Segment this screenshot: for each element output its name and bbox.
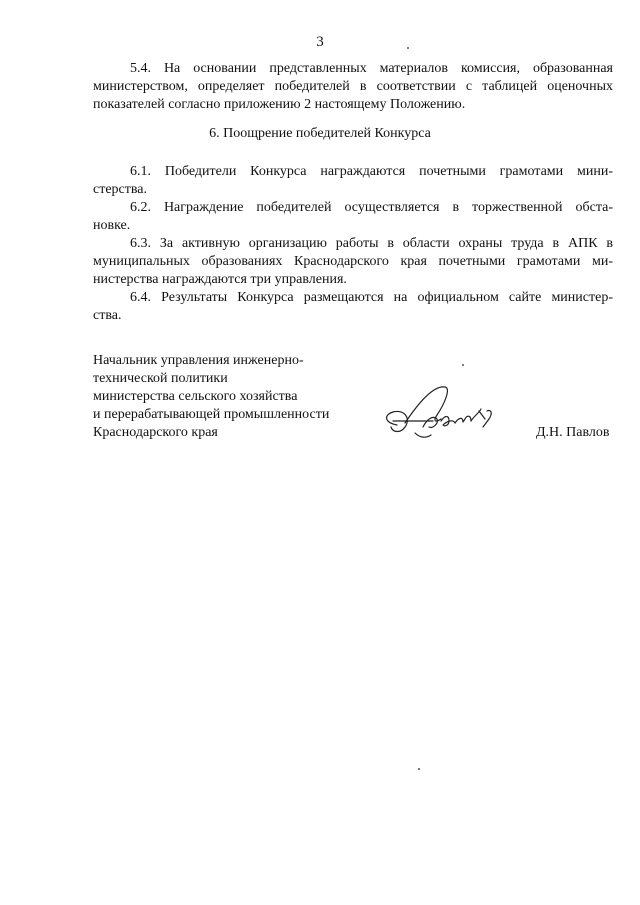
signatory-position-line-5: Краснодарского края	[93, 425, 218, 440]
section-6-heading: 6. Поощрение победителей Конкурса	[209, 126, 431, 141]
handwritten-signature	[375, 375, 505, 455]
signatory-position-line-2: технической политики	[93, 371, 228, 386]
paragraph-5-4-line-1: 5.4. На основании представленных материалов комиссия, образованная	[130, 61, 613, 76]
scan-speck	[462, 364, 464, 366]
scan-speck	[418, 768, 420, 770]
paragraph-6-1-line-2: стерства.	[93, 182, 148, 197]
paragraph-6-3-line-2: муниципальных образованиях Краснодарского края почетными грамотами ми-	[93, 254, 613, 269]
paragraph-6-2-line-1: 6.2. Награждение победителей осуществляется в торжественной обста-	[130, 200, 613, 215]
signatory-position-line-3: министерства сельского хозяйства	[93, 389, 298, 404]
paragraph-6-3-line-3: нистерства награждаются три управления.	[93, 272, 347, 287]
signer-name: Д.Н. Павлов	[536, 425, 610, 440]
paragraph-6-4-line-2: ства.	[93, 308, 122, 323]
page-number: 3	[316, 34, 324, 50]
paragraph-6-4-line-1: 6.4. Результаты Конкурса размещаются на официальном сайте министер-	[130, 290, 613, 305]
signatory-position-line-4: и перерабатывающей промышленности	[93, 407, 330, 422]
paragraph-5-4-line-3: показателей согласно приложению 2 настоящему Положению.	[93, 97, 466, 112]
signatory-position-line-1: Начальник управления инженерно-	[93, 353, 304, 368]
paragraph-6-3-line-1: 6.3. За активную организацию работы в области охраны труда в АПК в	[130, 236, 613, 251]
paragraph-6-2-line-2: новке.	[93, 218, 131, 233]
scan-speck	[407, 47, 409, 49]
paragraph-5-4-line-2: министерством, определяет победителей в соответствии с таблицей оценочных	[93, 79, 613, 94]
paragraph-6-1-line-1: 6.1. Победители Конкурса награждаются почетными грамотами мини-	[130, 164, 613, 179]
